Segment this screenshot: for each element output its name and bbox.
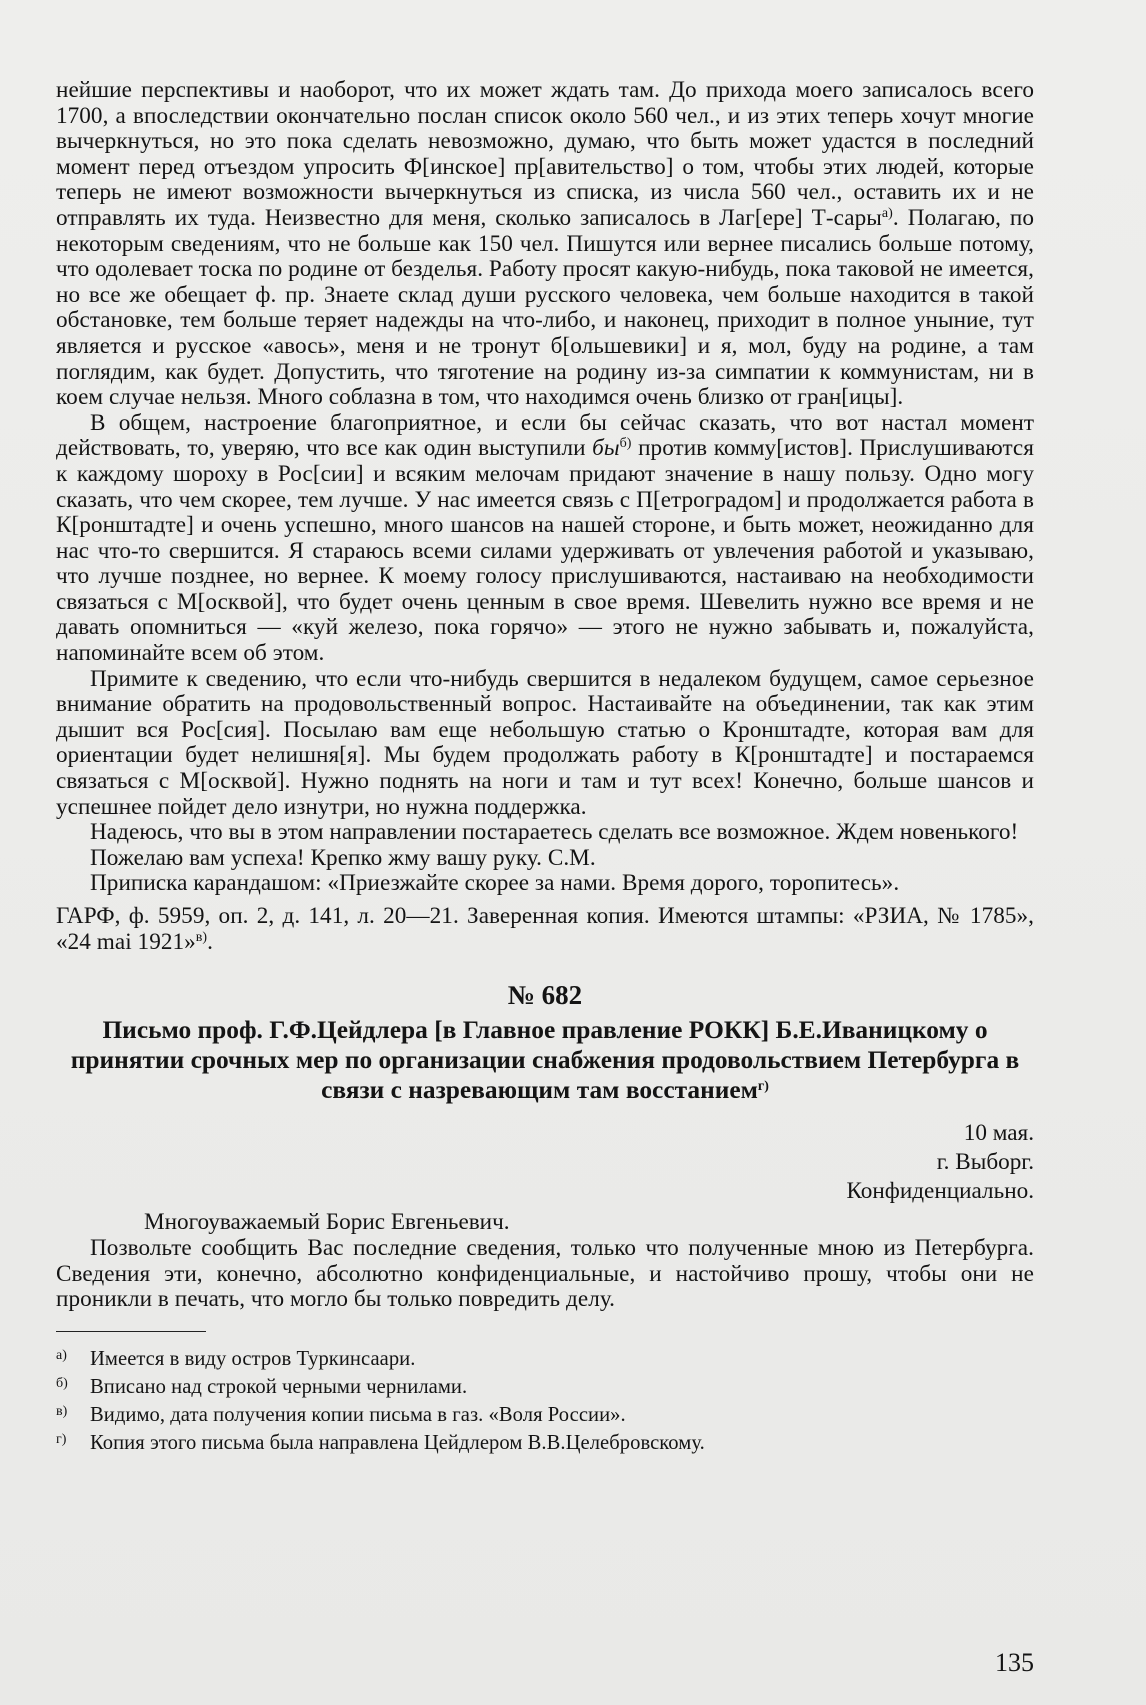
paragraph-3: Примите к сведению, что если что-нибудь свершится в недалеком будущем, самое серьезное внимание обратить на продовольственный вопрос. Настаивайте на объединении, так как этим дышит вся Рос[сия]. Посылаю вам еще небольшую статью о Кронштадте, которая вам для ориентации будет нелишня[я]. Мы будем продолжать работу в К[ронштадте] и постараемся связаться с М[осквой]. Нужно поднять на ноги и там и тут всех! Конечно, больше шансов и успешнее пойдет дело изнутри, но нужна поддержка. [56,665,1034,820]
archival-source: ГАРФ, ф. 5959, оп. 2, д. 141, л. 20—21. Заверенная копия. Имеются штампы: «РЗИА, № 1785», «24 mai 1921»$^{в)}$. [56,903,1034,955]
text-column [56,78,1034,1458]
paragraph-5: Пожелаю вам успеха! Крепко жму вашу руку. С.М. [90,844,596,871]
footnote-divider [56,1331,206,1333]
letter-body: Позвольте сообщить Вас последние сведения, только что полученные мною из Петербурга. Сведения эти, конечно, абсолютно конфиденциальные, и настойчиво прошу, чтобы они не проникли в печать, что могло бы только повредить делу. [56,1235,1034,1313]
pencil-postscript: Приписка карандашом: «Приезжайте скорее за нами. Время дорого, торопитесь». [90,870,900,897]
footnote-a: $^{а)}$ Имеется в виду остров Туркинсаари. [56,1348,416,1371]
paragraph-2: В общем, настроение благоприятное, и если бы сейчас сказать, что вот настал момент действовать, то, уверяю, что все как один выступили $бы^{б)}$ против комму[истов]. Прислушиваются к каждому шороху в Рос[сии] и всяким мелочам придают значение в нашу пользу. Одно могу сказать, что чем скорее, тем лучше. У нас имеется связь с П[етроградом] и продолжается работа в К[ронштадте] и очень успешно, много шансов на нашей стороне, и быть может, неожиданно для нас что-то свершится. Я стараюсь всеми силами удерживать от увлечения работой и указываю, что лучше позднее, но вернее. К моему голосу прислушиваются, настаиваю на необходимости связаться с М[осквой], что будет очень ценным в свое время. Шевелить нужно все время и не давать опомниться — «куй железо, пока горячо» — этого не нужно забывать и, пожалуйста, напоминайте всем об этом. [56,409,1034,667]
footnote-ref-v[interactable]: в) [195,929,208,945]
document-number: № 682 [507,980,583,1011]
salutation: Многоуважаемый Борис Евгеньевич. [144,1209,510,1236]
footnotes [56,1346,1034,1457]
footnote-ref-b[interactable]: б) [619,436,632,452]
footnote-ref-a[interactable]: а) [881,205,893,221]
document-title: Письмо проф. Г.Ф.Цейдлера [в Главное правление РОКК] Б.Е.Иваницкому о принятии срочных мер по организации снабжения продовольствием Петербурга в связи с назревающим там восстанием$^{г)}$ [70,1016,1020,1105]
footnote-b: $^{б)}$ Вписано над строкой черными чернилами. [56,1376,468,1399]
letter-date: 10 мая. [963,1120,1034,1147]
page-number: 135 [995,1648,1034,1677]
footnote-v: $^{в)}$ Видимо, дата получения копии письма в газ. «Воля России». [56,1404,626,1427]
paragraph-4: Надеюсь, что вы в этом направлении постараетесь сделать все возможное. Ждем новенького! [90,819,1019,846]
footnote-ref-g[interactable]: г) [757,1079,769,1095]
paragraph-1: нейшие перспективы и наоборот, что их может ждать там. До прихода моего записалось всего 1700, а впоследствии окончательно послан список около 560 чел., и из этих теперь хочут многие вычеркнуться, но это пока сделать невозможно, думаю, что быть может удастся в последний момент перед отъездом упросить Ф[инское] пр[авительство] о том, чтобы этих людей, которые теперь не имеют возможности вычеркнуться из списка, из числа 560 чел., оставить их и не отправлять их туда. Неизвестно для меня, сколько записалось в Лаг[ере] Т-сары$^{а)}$. Полагаю, по некоторым сведениям, что не больше как 150 чел. Пишутся или вернее писались больше потому, что одолевает тоска по родине от безделья. Работу просят какую-нибудь, пока таковой не имеется, но все же обещает ф. пр. Знаете склад души русского человека, чем больше находится в такой обстановке, тем больше теряет надежды на что-либо, и наконец, приходит в полное уныние, тут является и русское «авось», меня и не тронут б[ольшевики] и я, мол, буду на родине, а там поглядим, как будет. Допустить, что тяготение на родину из-за симпатии к коммунистам, ни в коем случае нельзя. Много соблазна в том, что находимся очень близко от гран[ицы]. [56,77,1034,411]
letter-place: г. Выборг. [936,1149,1034,1176]
classification-mark: Конфиденциально. [846,1178,1034,1205]
footnote-g: $^{г)}$ Копия этого письма была направлена Цейдлером В.В.Целебровскому. [56,1431,705,1454]
